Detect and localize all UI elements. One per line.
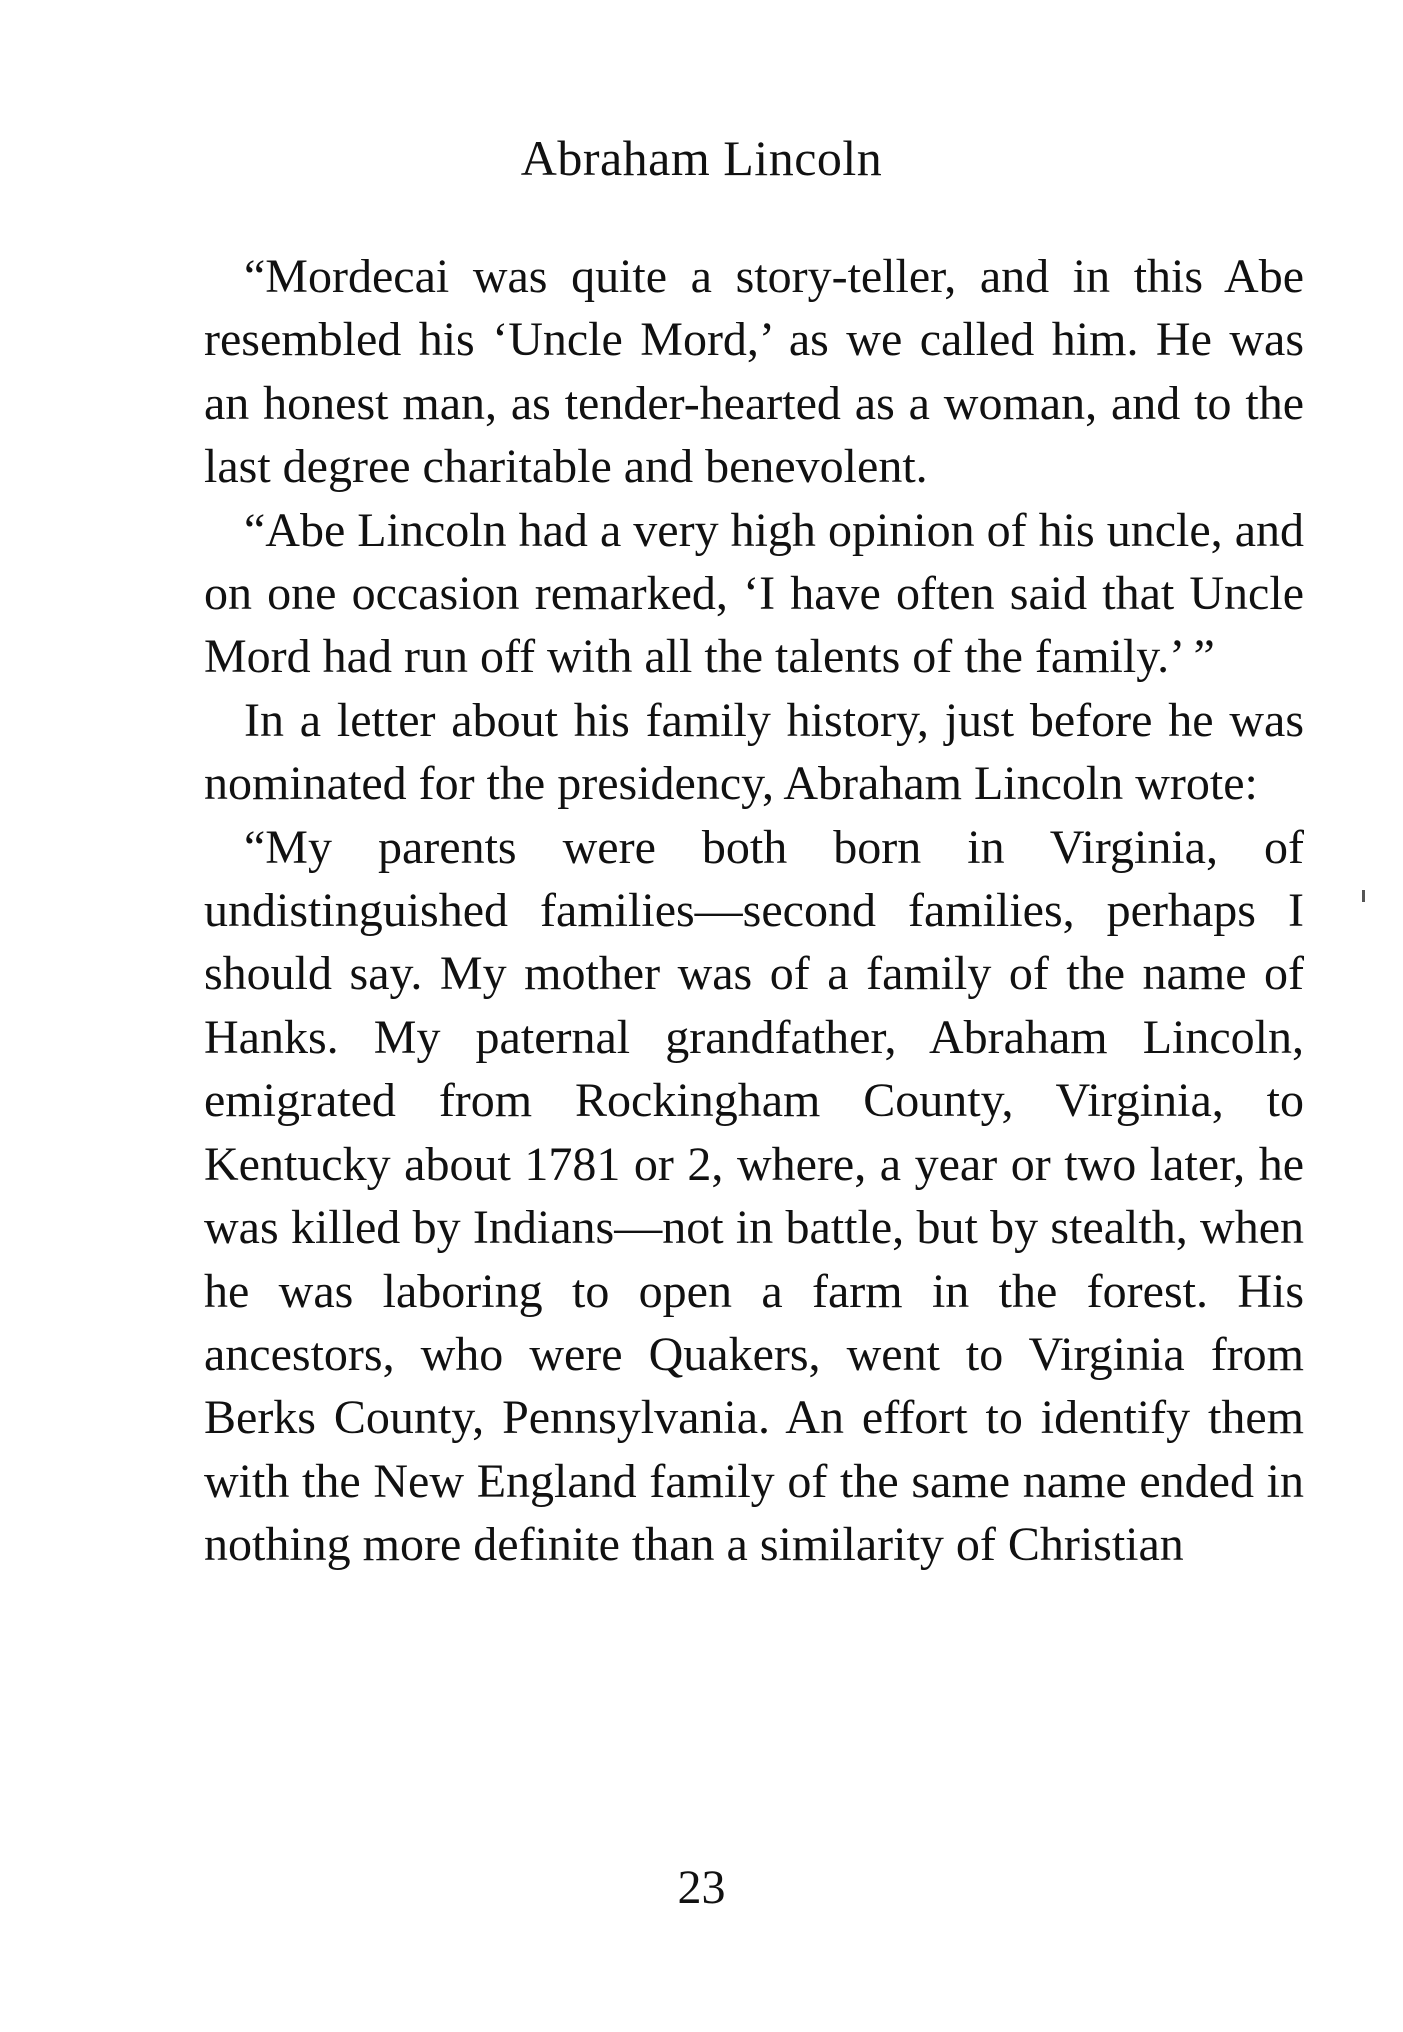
paragraph: In a letter about his family history, just before he was nominated for the presidency, Abraham Lincoln wrote: <box>204 693 1304 811</box>
body-text <box>204 245 1304 1577</box>
paragraph: “My parents were both born in Virginia, of undistinguished families—second families, perhaps I should say. My mother was of a family of the name of Hanks. My paternal grandfather, Abraham Lincoln, emigrated from Rockingham County, Virginia, to Kentucky about 1781 or 2, where, a year or two later, he was killed by Indians—not in battle, but by stealth, when he was laboring to open a farm in the forest. His ancestors, who were Quakers, went to Virginia from Berks County, Pennsylvania. An effort to identify them with the New England family of the same name ended in nothing more definite than a similarity of Christian <box>204 820 1304 1572</box>
paragraph: “Abe Lincoln had a very high opinion of his uncle, and on one occasion remarked, ‘I have often said that Uncle Mord had run off with all the talents of the family.’ ” <box>204 503 1304 684</box>
page-number: 23 <box>677 1861 726 1914</box>
running-title: Abraham Lincoln <box>520 130 883 186</box>
margin-speck <box>1362 890 1365 902</box>
paragraph: “Mordecai was quite a story-teller, and in this Abe resembled his ‘Uncle Mord,’ as we called him. He was an honest man, as tender-hearted as a woman, and to the last degree charitable and benevolent. <box>204 250 1304 494</box>
